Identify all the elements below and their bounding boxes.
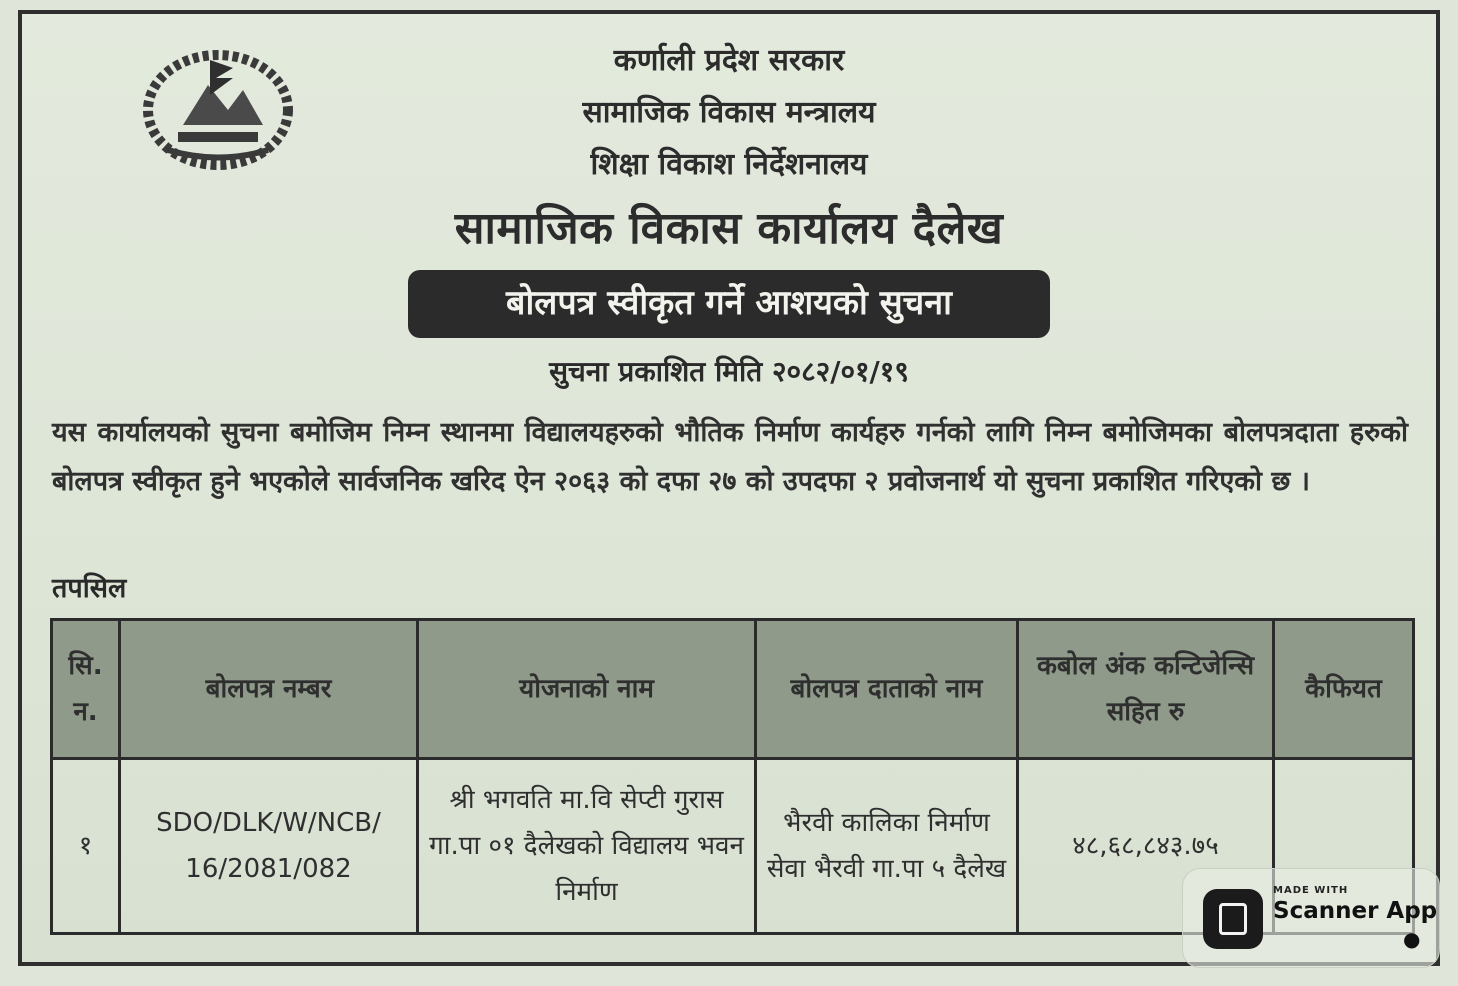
ministry-name: सामाजिक विकास मन्त्रालय	[582, 95, 876, 130]
cell-amount: ४८,६८,८४३.७५	[1018, 759, 1274, 934]
cell-sn: १	[52, 759, 120, 934]
cell-project: श्री भगवति मा.वि सेप्टी गुरास गा.पा ०१ दैलेखको विद्यालय भवन निर्माण	[418, 759, 756, 934]
directorate-name: शिक्षा विकाश निर्देशनालय	[590, 147, 868, 182]
column-header-bid-number: बोलपत्र नम्बर	[120, 620, 418, 759]
table-header-row	[52, 620, 1414, 759]
office-name: सामाजिक विकास कार्यालय दैलेख	[454, 203, 1004, 254]
notice-title: बोलपत्र स्वीकृत गर्ने आशयको सुचना	[408, 270, 1050, 338]
made-with-label: MADE WITH	[1273, 885, 1349, 896]
column-header-project: योजनाको नाम	[418, 620, 756, 759]
schedule-label: तपसिल	[52, 573, 127, 604]
column-header-sn: सि. न.	[52, 620, 120, 759]
column-header-amount: कबोल अंक कन्टिजेन्सि सहित रु	[1018, 620, 1274, 759]
column-header-bidder: बोलपत्र दाताको नाम	[756, 620, 1018, 759]
published-date: सुचना प्रकाशित मिति २०८२/०१/१९	[549, 355, 909, 388]
cell-bidder: भैरवी कालिका निर्माण सेवा भैरवी गा.पा ५ दैलेख	[756, 759, 1018, 934]
scanner-app-icon	[1203, 889, 1263, 949]
apple-logo-icon: ●	[1403, 927, 1421, 951]
scanner-app-name: Scanner App	[1273, 898, 1438, 924]
column-header-remarks: कैफियत	[1274, 620, 1414, 759]
province-government: कर्णाली प्रदेश सरकार	[613, 43, 845, 78]
notice-body: यस कार्यालयको सुचना बमोजिम निम्न स्थानमा विद्यालयहरुको भौतिक निर्माण कार्यहरु गर्नको लागि निम्न बमोजिमका बोलपत्रदाता हरुको बोलपत्र स्वीकृत हुने भएकोले सार्वजनिक खरिद ऐन २०६३ को दफा २७ को उपदफा २ प्रवोजनार्थ यो सुचना प्रकाशित गरिएको छ ।	[52, 417, 1408, 497]
cell-bid-number: SDO/DLK/W/NCB/ 16/2081/082	[120, 759, 418, 934]
scanner-app-watermark	[1182, 868, 1440, 968]
